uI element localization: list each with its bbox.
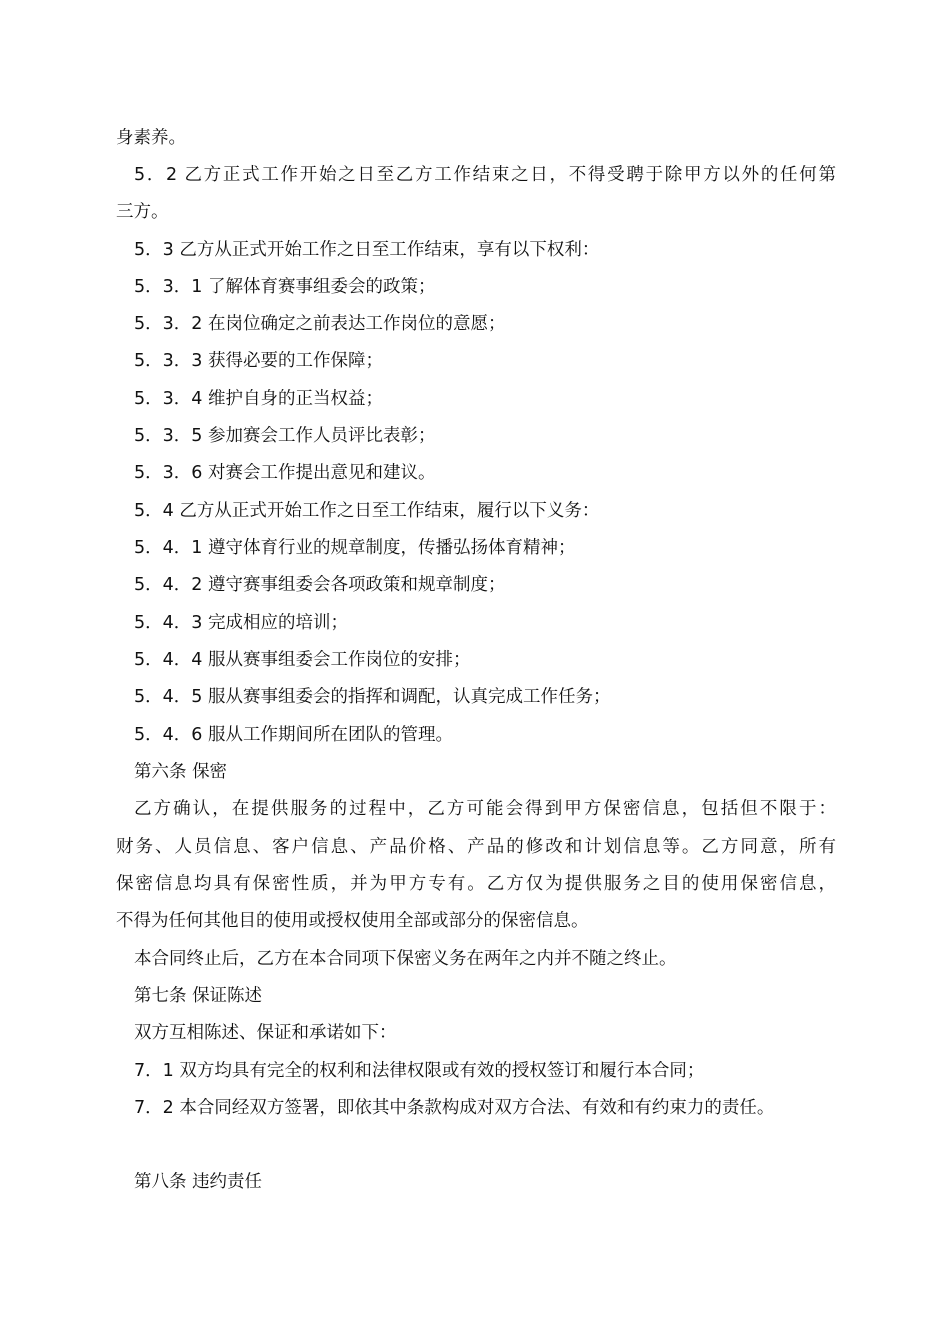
clause-5-4-4: 5．4．4 服从赛事组委会工作岗位的安排；: [134, 650, 471, 670]
paragraph-line: 双方互相陈述、保证和承诺如下：: [134, 1023, 397, 1043]
paragraph-line: 不得为任何其他目的使用或授权使用全部或部分的保密信息。: [116, 911, 589, 931]
clause-5-3-2: 5．3．2 在岗位确定之前表达工作岗位的意愿；: [134, 314, 506, 334]
clause-5-4-5: 5．4．5 服从赛事组委会的指挥和调配，认真完成工作任务；: [134, 687, 611, 707]
section-heading-6: 第六条 保密: [134, 762, 228, 782]
clause-5-4-6: 5．4．6 服从工作期间所在团队的管理。: [134, 725, 453, 745]
clause-7-2: 7．2 本合同经双方签署，即依其中条款构成对双方合法、有效和有约束力的责任。: [134, 1098, 775, 1118]
paragraph-line: 本合同终止后，乙方在本合同项下保密义务在两年之内并不随之终止。: [134, 949, 677, 969]
paragraph-line: 保密信息均具有保密性质，并为甲方专有。乙方仅为提供服务之目的使用保密信息，: [116, 874, 836, 894]
section-heading-7: 第七条 保证陈述: [134, 986, 263, 1006]
section-heading-8: 第八条 违约责任: [134, 1172, 263, 1192]
clause-5-4-3: 5．4．3 完成相应的培训；: [134, 613, 348, 633]
clause-5-3-4: 5．3．4 维护自身的正当权益；: [134, 389, 383, 409]
paragraph-line: 三方。: [116, 202, 169, 222]
paragraph-line: 乙方确认，在提供服务的过程中，乙方可能会得到甲方保密信息，包括但不限于：: [134, 799, 836, 819]
clause-7-1: 7．1 双方均具有完全的权利和法律权限或有效的授权签订和履行本合同；: [134, 1061, 705, 1081]
clause-5-3: 5．3 乙方从正式开始工作之日至工作结束，享有以下权利：: [134, 240, 600, 260]
clause-5-4-2: 5．4．2 遵守赛事组委会各项政策和规章制度；: [134, 575, 506, 595]
clause-5-4: 5．4 乙方从正式开始工作之日至工作结束，履行以下义务：: [134, 501, 600, 521]
clause-5-3-6: 5．3．6 对赛会工作提出意见和建议。: [134, 463, 436, 483]
clause-5-2: 5．2 乙方正式工作开始之日至乙方工作结束之日，不得受聘于除甲方以外的任何第: [134, 165, 836, 185]
paragraph-line: 财务、人员信息、客户信息、产品价格、产品的修改和计划信息等。乙方同意，所有: [116, 837, 836, 857]
clause-5-3-3: 5．3．3 获得必要的工作保障；: [134, 351, 383, 371]
paragraph-line: 身素养。: [116, 128, 186, 148]
clause-5-3-5: 5．3．5 参加赛会工作人员评比表彰；: [134, 426, 436, 446]
clause-5-4-1: 5．4．1 遵守体育行业的规章制度，传播弘扬体育精神；: [134, 538, 576, 558]
clause-5-3-1: 5．3．1 了解体育赛事组委会的政策；: [134, 277, 436, 297]
